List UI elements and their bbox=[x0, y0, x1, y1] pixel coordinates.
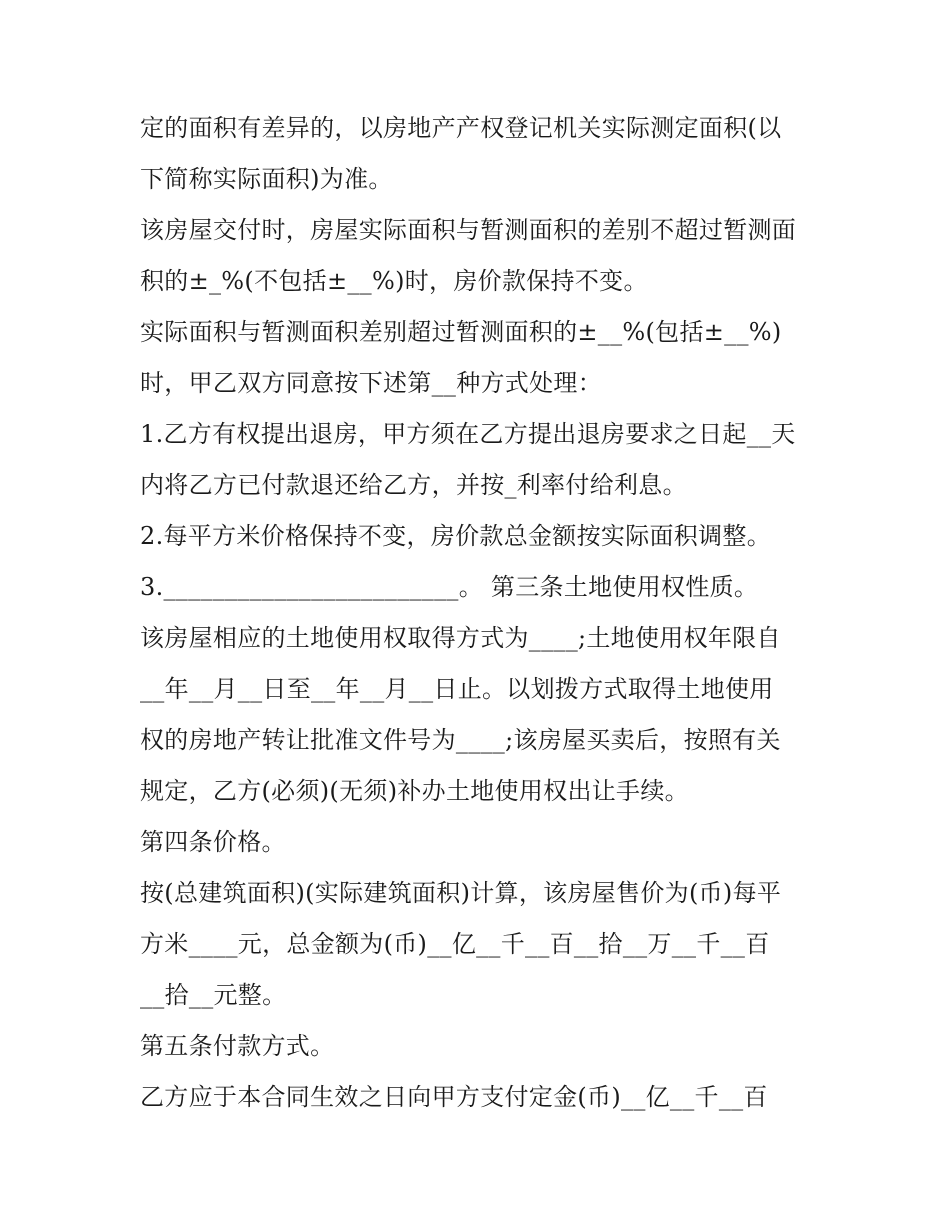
text-line: 定的面积有差异的，以房地产产权登记机关实际测定面积(以 bbox=[140, 114, 782, 142]
text-line: __拾__元整。 bbox=[140, 981, 287, 1009]
text-line: 按(总建筑面积)(实际建筑面积)计算，该房屋售价为(币)每平 bbox=[140, 879, 782, 907]
text-line: 该房屋交付时，房屋实际面积与暂测面积的差别不超过暂测面 bbox=[140, 216, 797, 244]
text-line: 实际面积与暂测面积差别超过暂测面积的±__%(包括±__%) bbox=[140, 318, 782, 346]
text-line: 第五条付款方式。 bbox=[140, 1032, 335, 1060]
text-line: 方米____元，总金额为(币)__亿__千__百__拾__万__千__百 bbox=[140, 930, 770, 958]
text-line: 2.每平方米价格保持不变，房价款总金额按实际面积调整。 bbox=[140, 522, 771, 550]
text-line: 该房屋相应的土地使用权取得方式为____;土地使用权年限自 bbox=[140, 624, 781, 652]
text-line: 规定，乙方(必须)(无须)补办土地使用权出让手续。 bbox=[140, 777, 689, 805]
text-line: 1.乙方有权提出退房，甲方须在乙方提出退房要求之日起__天 bbox=[140, 420, 796, 448]
text-line: 3.________________________。 第三条土地使用权性质。 bbox=[140, 573, 759, 601]
text-line: 时，甲乙双方同意按下述第__种方式处理： bbox=[140, 369, 602, 397]
text-line: 第四条价格。 bbox=[140, 828, 286, 856]
text-line: 乙方应于本合同生效之日向甲方支付定金(币)__亿__千__百 bbox=[140, 1083, 768, 1111]
text-line: __年__月__日至__年__月__日止。以划拨方式取得土地使用 bbox=[140, 675, 774, 703]
text-line: 积的±_%(不包括±__%)时，房价款保持不变。 bbox=[140, 267, 648, 295]
text-line: 内将乙方已付款退还给乙方，并按_利率付给利息。 bbox=[140, 471, 687, 499]
text-line: 下简称实际面积)为准。 bbox=[140, 165, 393, 193]
text-line: 权的房地产转让批准文件号为____;该房屋买卖后，按照有关 bbox=[140, 726, 781, 754]
